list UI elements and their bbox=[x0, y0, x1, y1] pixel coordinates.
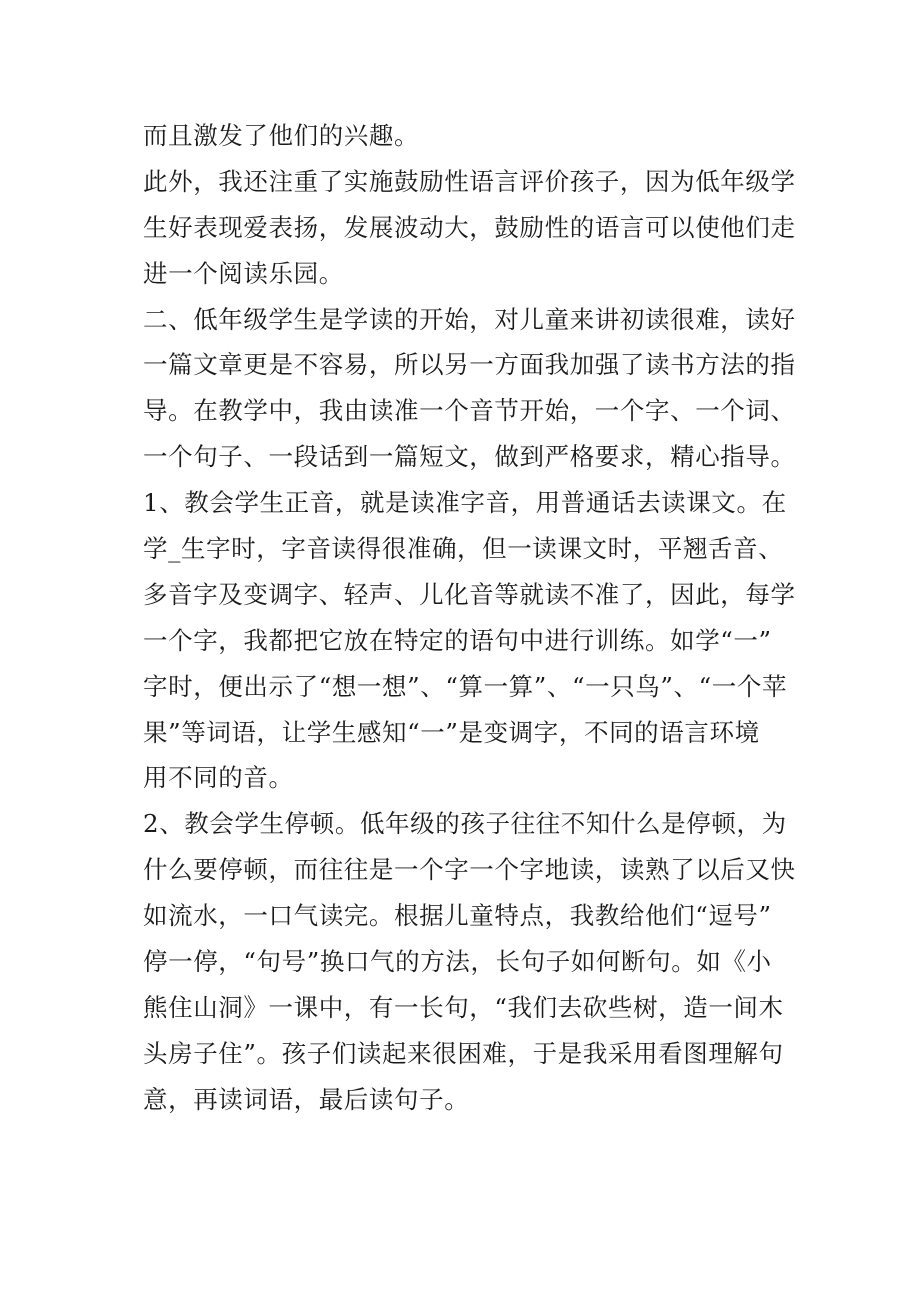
text-line: 导。在教学中，我由读准一个音节开始，一个字、一个词、 bbox=[143, 396, 796, 426]
text-line: 2、教会学生停顿。低年级的孩子往往不知什么是停顿，为 bbox=[143, 809, 787, 839]
text-line: 用不同的音。 bbox=[143, 763, 294, 793]
text-line: 1、教会学生正音，就是读准字音，用普通话去读课文。在 bbox=[143, 488, 787, 518]
document-body bbox=[143, 113, 803, 1123]
text-line: 进一个阅读乐园。 bbox=[143, 258, 344, 288]
text-line: 多音字及变调字、轻声、儿化音等就读不准了，因此，每学 bbox=[143, 579, 796, 609]
text-line: 停一停，“句号”换口气的方法，长句子如何断句。如《小 bbox=[143, 947, 772, 977]
text-line: 什么要停顿，而往往是一个字一个字地读，读熟了以后又快 bbox=[143, 855, 796, 885]
text-line: 字时，便出示了“想一想”、“算一算”、“一只鸟”、“一个苹 bbox=[143, 671, 788, 701]
text-line: 二、低年级学生是学读的开始，对儿童来讲初读很难，读好 bbox=[143, 304, 796, 334]
text-line: 一个句子、一段话到一篇短文，做到严格要求，精心指导。 bbox=[143, 442, 796, 472]
text-line: 意，再读词语，最后读句子。 bbox=[143, 1084, 470, 1114]
text-line: 如流水，一口气读完。根据儿童特点，我教给他们“逗号” bbox=[143, 901, 772, 931]
text-line: 头房子住”。孩子们读起来很困难，于是我采用看图理解句 bbox=[143, 1038, 784, 1068]
text-line: 生好表现爱表扬，发展波动大，鼓励性的语言可以使他们走 bbox=[143, 212, 796, 242]
text-line: 此外，我还注重了实施鼓励性语言评价孩子，因为低年级学 bbox=[143, 166, 796, 196]
text-line: 果”等词语，让学生感知“一”是变调字，不同的语言环境 bbox=[143, 717, 760, 747]
text-line: 一篇文章更是不容易，所以另一方面我加强了读书方法的指 bbox=[143, 350, 796, 380]
text-line: 熊住山洞》一课中，有一长句，“我们去砍些树，造一间木 bbox=[143, 992, 784, 1022]
text-line: 而且激发了他们的兴趣。 bbox=[143, 121, 420, 150]
text-line: 一个字，我都把它放在特定的语句中进行训练。如学“一” bbox=[143, 625, 772, 655]
text-line: 学_生字时，字音读得很准确，但一读课文时，平翘舌音、 bbox=[143, 534, 784, 564]
